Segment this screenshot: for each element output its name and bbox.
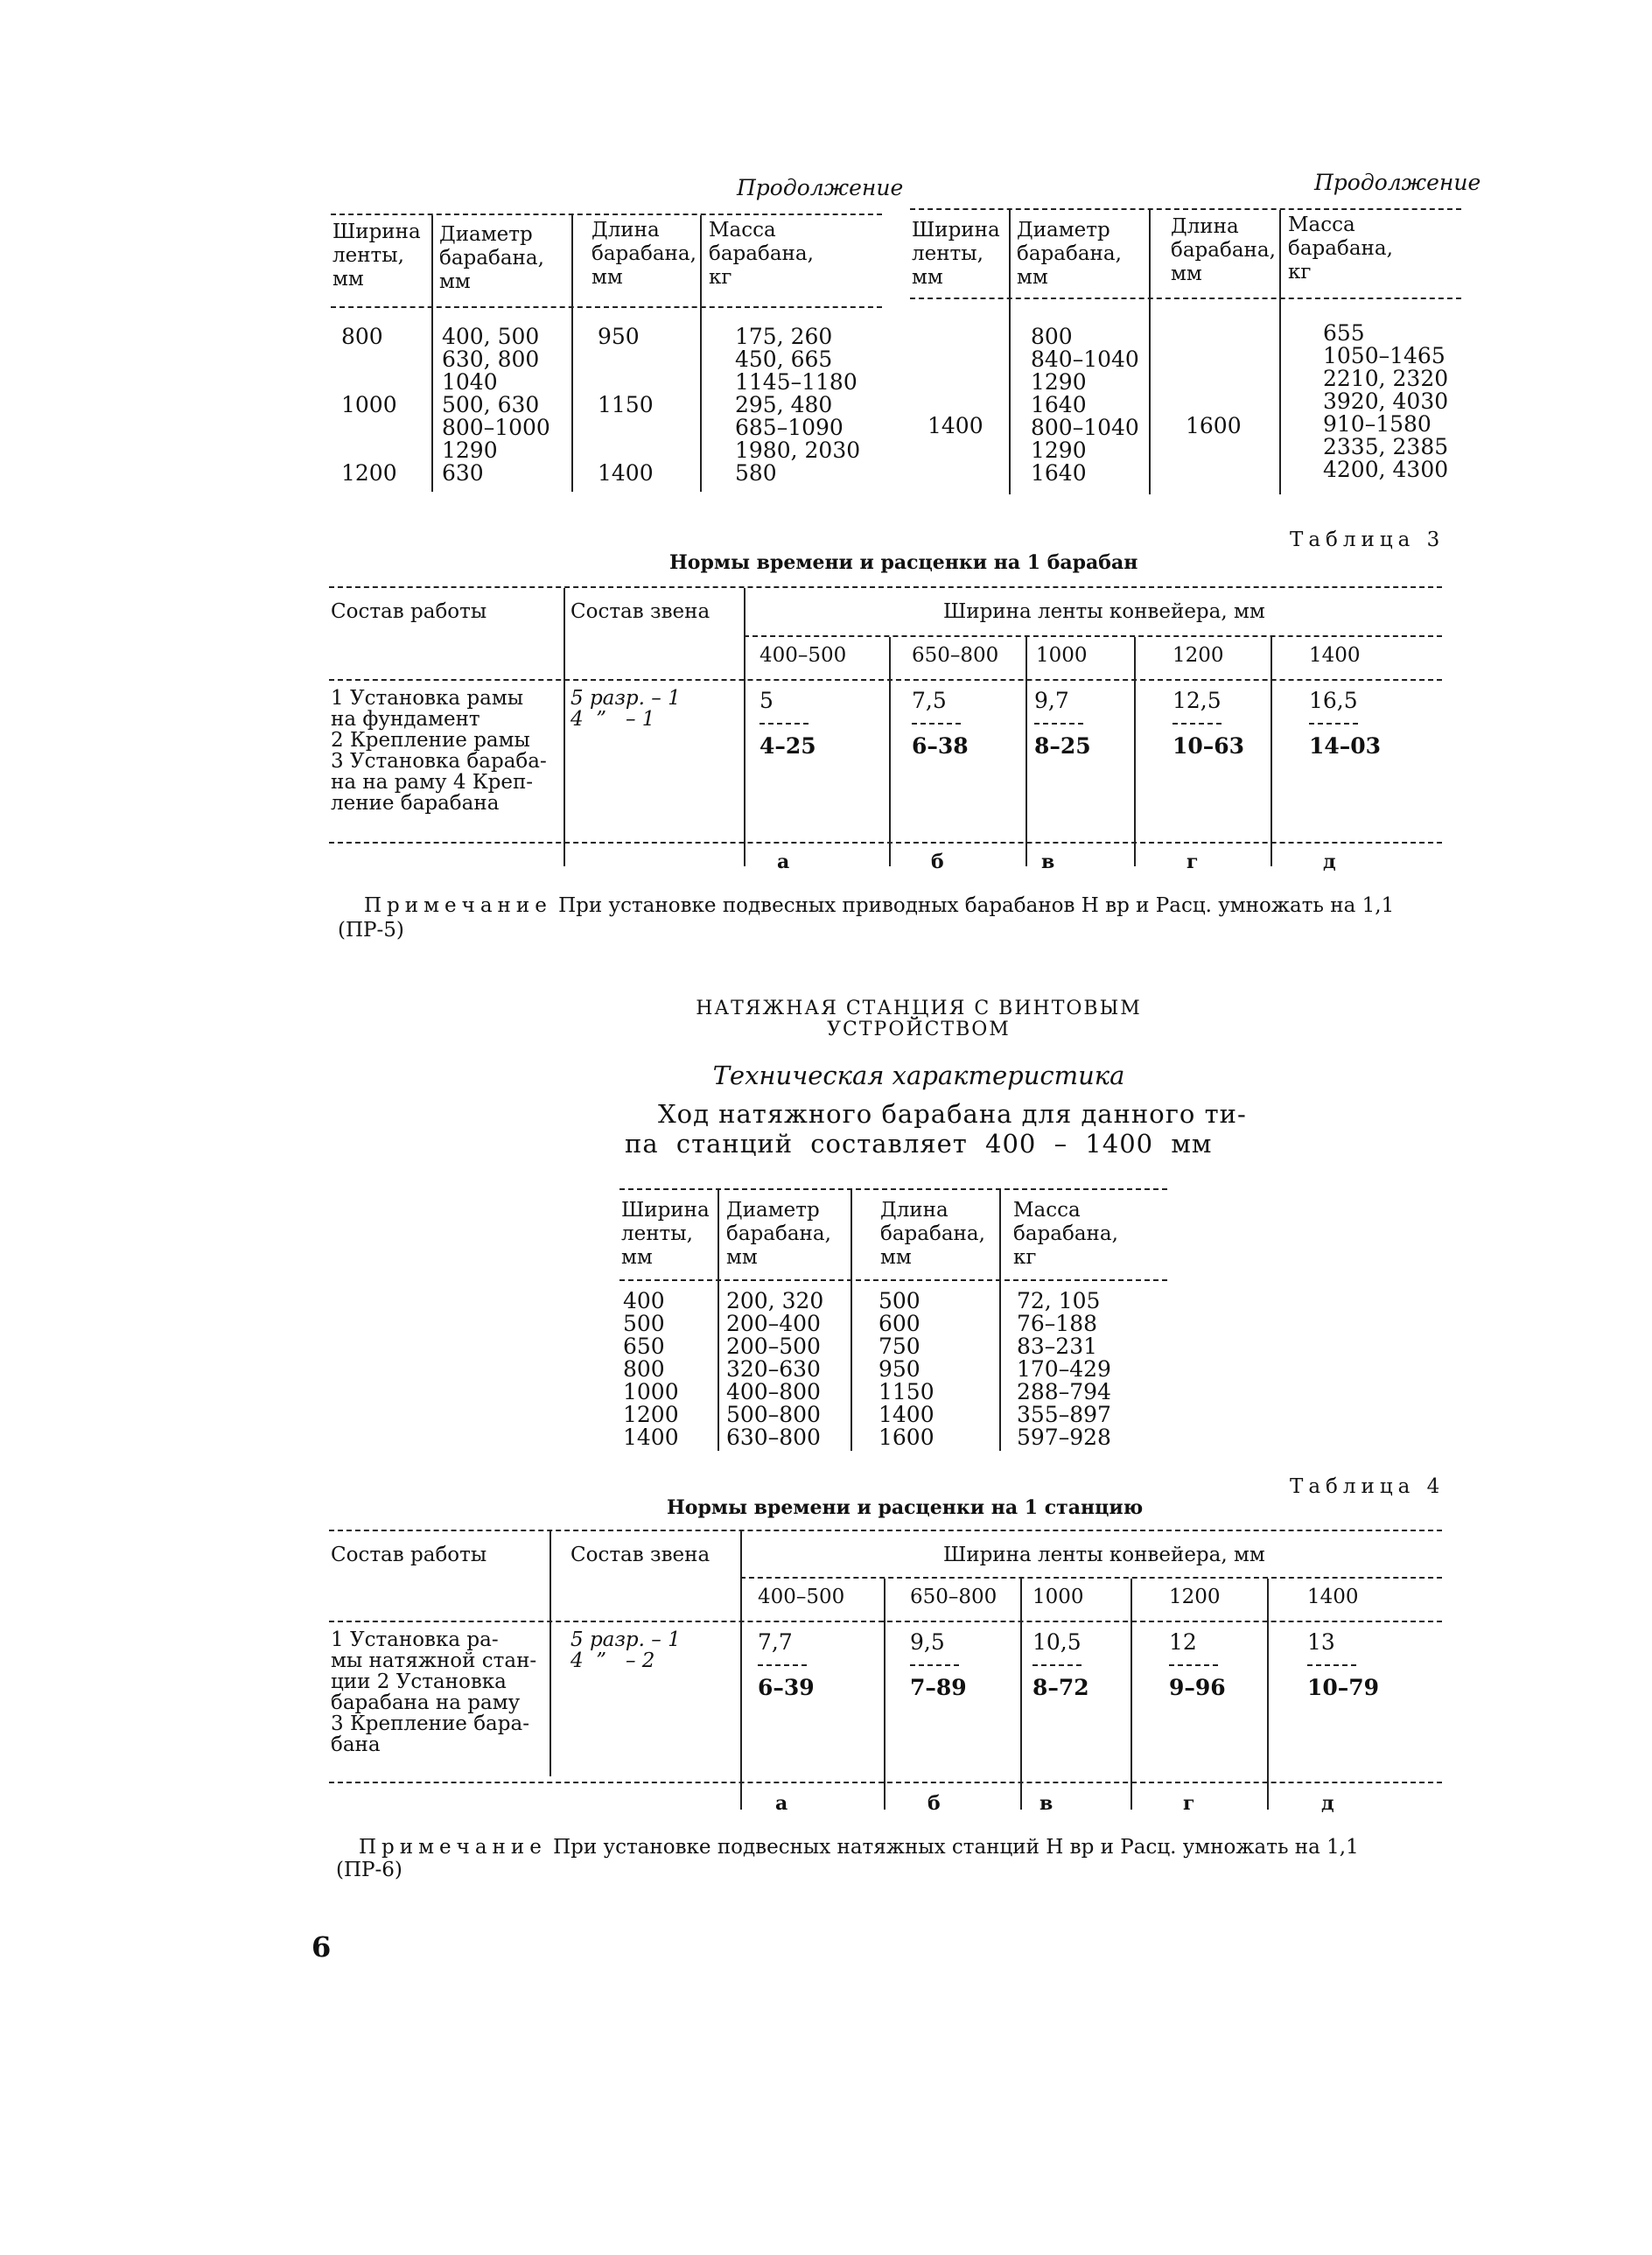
header-width: Ширина ленты, мм [332,221,421,291]
work-description: 1 Установка рамы на фундамент 2 Крепление рамы 3 Установка бараба- на на раму 4 Креп- ление барабана [331,687,547,815]
header-width: Ширина ленты, мм [912,219,1000,289]
column-letter: б [931,851,944,873]
header-work: Состав работы [331,1544,487,1566]
header-length: Длина барабана, мм [880,1199,985,1269]
cell-length: 1150 [598,392,654,417]
cell-diameter: 200, 320 200–400 200–500 320–630 400–800 500–800 630–800 [726,1288,824,1450]
table-label: Таблица 3 [1290,529,1446,551]
header-conveyor-width: Ширина ленты конвейера, мм [943,1544,1265,1566]
continuation-label-left: Продолжение [737,175,904,200]
width-col: 1000 [1036,644,1088,667]
norm-value: 9,5 [910,1629,945,1655]
note-label: Примечание [359,1836,547,1859]
norm-value: 5 [760,688,774,713]
crew-composition: 5 разр. – 1 4 ” – 2 [570,1628,681,1672]
table-title: Нормы времени и расценки на 1 барабан [669,551,1138,574]
column-divider [1020,1579,1022,1810]
norm-value: 7,5 [912,688,947,713]
header-crew: Состав звена [570,600,710,623]
header-mass: Масса барабана, кг [1288,214,1393,284]
rule [329,1782,1442,1783]
column-divider [1009,210,1011,494]
width-col: 650–800 [912,644,999,667]
column-letter: а [777,851,790,873]
cell-length: 1600 [1186,413,1242,438]
note-label: Примечание [364,894,552,917]
price-value: 10–79 [1307,1675,1380,1700]
width-col: 1200 [1169,1586,1221,1608]
note-code: (ПР-5) [338,919,404,942]
column-letter: в [1040,1792,1054,1815]
column-divider [1130,1579,1132,1810]
fraction-line [760,723,808,725]
work-description: 1 Установка ра- мы натяжной стан- ции 2 Установка барабана на раму 3 Крепление бара- бана [331,1628,537,1756]
column-divider [1267,1579,1269,1810]
header-length: Длина барабана, мм [592,219,696,289]
cell-diameter: 500, 630 800–1000 1290 [442,392,550,463]
column-letter: д [1323,851,1336,873]
header-diameter: Диаметр барабана, мм [726,1199,831,1269]
cell-mass: 655 1050–1465 2210, 2320 3920, 4030 910–1580 2335, 2385 4200, 4300 [1323,320,1449,482]
width-col: 650–800 [910,1586,998,1608]
section-subheading: Техническая характеристика [712,1061,1125,1090]
section-text-line1: Ход натяжного барабана для данного ти- [658,1099,1247,1129]
fraction-line [1169,1664,1218,1666]
fraction-line [1307,1664,1356,1666]
rule [910,208,1461,210]
rule [331,306,882,308]
width-col: 1400 [1309,644,1361,667]
price-value: 14–03 [1309,733,1382,759]
column-divider [571,215,573,492]
crew-composition: 5 разр. – 1 4 ” – 1 [570,687,681,731]
norm-value: 7,7 [758,1629,793,1655]
price-value: 9–96 [1169,1675,1226,1700]
column-divider [550,1531,551,1776]
column-divider [431,215,433,492]
header-diameter: Диаметр барабана, мм [439,223,544,293]
header-mass: Масса барабана, кг [709,219,814,289]
fraction-line [910,1664,959,1666]
column-letter: д [1321,1792,1334,1815]
column-divider [740,1531,742,1810]
cell-length: 500 600 750 950 1150 1400 1600 [878,1288,934,1450]
cell-width: 400 500 650 800 1000 1200 1400 [623,1288,679,1450]
rule [620,1279,1167,1281]
price-value: 4–25 [760,733,816,759]
width-col: 1400 [1307,1586,1359,1608]
header-conveyor-width: Ширина ленты конвейера, мм [943,600,1265,623]
norm-value: 10,5 [1032,1629,1082,1655]
cell-mass: 295, 480 685–1090 1980, 2030 [735,392,861,463]
column-divider [999,1190,1001,1451]
header-width: Ширина ленты, мм [621,1199,710,1269]
rule [331,214,882,215]
column-divider [884,1579,886,1810]
rule [620,1188,1167,1190]
column-divider [1026,637,1027,866]
column-divider [1149,210,1151,494]
norm-value: 9,7 [1034,688,1069,713]
page-number: 6 [312,1930,332,1964]
table-label: Таблица 4 [1290,1475,1446,1498]
table3-note [364,894,1394,917]
column-divider [700,215,702,492]
header-work: Состав работы [331,600,487,623]
fraction-line [1309,723,1358,725]
header-mass: Масса барабана, кг [1013,1199,1118,1269]
rule [329,1530,1442,1531]
fraction-line [758,1664,807,1666]
fraction-line [1034,723,1083,725]
cell-width: 1200 [341,460,397,486]
cell-diameter: 400, 500 630, 800 1040 [442,324,540,395]
column-divider [850,1190,852,1451]
fraction-line [1172,723,1222,725]
rule [744,635,1442,637]
column-divider [744,588,746,866]
column-letter: в [1041,851,1055,873]
note-code: (ПР-6) [336,1859,402,1881]
table4-note [359,1836,1359,1859]
cell-width: 1000 [341,392,397,417]
column-divider [1134,637,1136,866]
header-diameter: Диаметр барабана, мм [1017,219,1122,289]
fraction-line [912,723,961,725]
norm-value: 12 [1169,1629,1197,1655]
cell-width: 800 [341,324,383,349]
price-value: 10–63 [1172,733,1245,759]
note-text: При установке подвесных натяжных станций Н вр и Расц. умножать на 1,1 [553,1836,1359,1859]
column-letter: б [928,1792,941,1815]
header-crew: Состав звена [570,1544,710,1566]
column-divider [889,637,891,866]
rule [740,1577,1442,1579]
note-text: При установке подвесных приводных барабанов Н вр и Расц. умножать на 1,1 [558,894,1395,917]
rule [910,298,1461,299]
price-value: 6–39 [758,1675,815,1700]
rule [329,842,1442,844]
norm-value: 16,5 [1309,688,1358,713]
cell-length: 1400 [598,460,654,486]
fraction-line [1032,1664,1082,1666]
norm-value: 13 [1307,1629,1335,1655]
width-col: 1200 [1172,644,1224,667]
column-divider [1279,210,1281,494]
width-col: 400–500 [760,644,847,667]
width-col: 1000 [1032,1586,1084,1608]
price-value: 8–72 [1032,1675,1089,1700]
column-divider [718,1190,719,1451]
rule [329,679,1442,681]
column-letter: г [1186,851,1199,873]
price-value: 7–89 [910,1675,967,1700]
cell-mass: 580 [735,460,777,486]
column-letter: а [775,1792,788,1815]
cell-diameter: 800 840–1040 1290 1640 800–1040 1290 1640 [1031,324,1139,486]
column-letter: г [1183,1792,1195,1815]
rule [329,586,1442,588]
section-heading-line1: НАТЯЖНАЯ СТАНЦИЯ С ВИНТОВЫМ [696,998,1142,1019]
table-title: Нормы времени и расценки на 1 станцию [667,1496,1144,1519]
header-length: Длина барабана, мм [1171,215,1276,285]
rule [329,1621,1442,1622]
cell-width: 1400 [928,413,984,438]
width-col: 400–500 [758,1586,845,1608]
section-heading-line2: УСТРОЙСТВОМ [827,1019,1011,1040]
column-divider [564,588,565,866]
section-text-line2: па станций составляет 400 – 1400 мм [625,1129,1213,1159]
cell-mass: 175, 260 450, 665 1145–1180 [735,324,858,395]
cell-mass: 72, 105 76–188 83–231 170–429 288–794 355–897 597–928 [1017,1288,1111,1450]
cell-diameter: 630 [442,460,484,486]
continuation-label-right: Продолжение [1314,170,1481,195]
norm-value: 12,5 [1172,688,1222,713]
cell-length: 950 [598,324,640,349]
column-divider [1270,637,1272,866]
price-value: 8–25 [1034,733,1091,759]
price-value: 6–38 [912,733,969,759]
